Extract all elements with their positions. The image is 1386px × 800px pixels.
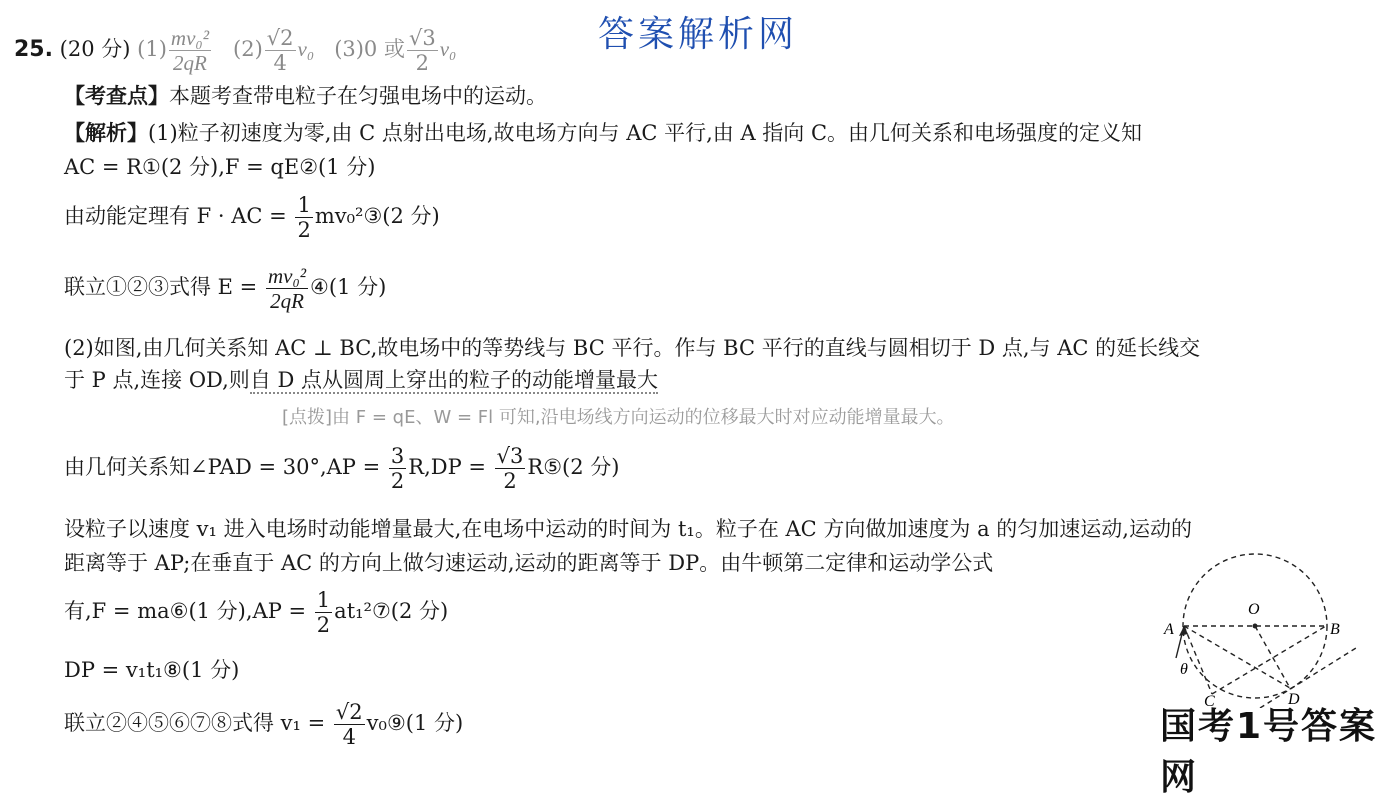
answer-3-fraction (407, 26, 438, 75)
line-4-num: mv₀² (267, 264, 307, 288)
line-12-pre: 联立②④⑤⑥⑦⑧式得 v₁ = (64, 711, 332, 735)
line-7-num-2: √3 (496, 444, 524, 468)
line-11: DP = v₁t₁⑧(1 分) (64, 658, 240, 682)
line-7-mid: R,DP = (408, 455, 493, 479)
answer-3-label: (3)0 或 (334, 37, 405, 61)
line-4-den: 2qR (270, 289, 304, 313)
question-number: 25. (14, 37, 53, 62)
line-12 (64, 700, 463, 749)
line-10-num: 1 (316, 588, 331, 612)
line-2: AC = R①(2 分),F = qE②(1 分) (64, 155, 376, 179)
answer-3-denominator: 2 (415, 51, 430, 75)
line-10-den: 2 (316, 613, 331, 637)
answer-2-numerator: √2 (266, 26, 294, 50)
answer-2-denominator: 4 (273, 51, 287, 75)
line-4 (64, 264, 386, 313)
diagram-line-od (1255, 626, 1290, 688)
line-6 (64, 366, 658, 394)
line-12-post: v₀⑨(1 分) (366, 711, 464, 735)
line-12-den: 4 (342, 725, 356, 749)
answer-1-fraction (169, 26, 211, 75)
line-9: 距离等于 AP;在垂直于 AC 的方向上做匀速运动,运动的距离等于 DP。由牛顿第二定律和运动学公式 (64, 551, 994, 575)
line-3-den: 2 (297, 218, 311, 242)
diagram-label-a: A (1164, 621, 1174, 638)
line-5: (2)如图,由几何关系知 AC ⊥ BC,故电场中的等势线与 BC 平行。作与 BC 平行的直线与圆相切于 D 点,与 AC 的延长线交 (64, 336, 1201, 360)
answer-1-denominator: 2qR (173, 51, 207, 75)
line-10-fraction (315, 588, 332, 637)
answer-1-numerator: mv₀² (170, 26, 209, 50)
watermark-top: 答案解析网 (598, 14, 799, 55)
diagram-label-o: O (1248, 601, 1260, 618)
diagram-center-dot (1253, 624, 1258, 629)
answer-2-fraction (265, 26, 296, 75)
line-4-pre: 联立①②③式得 E = (64, 275, 264, 299)
answer-1-label: (1) (137, 37, 167, 61)
line-7-num-1: 3 (390, 444, 405, 468)
line-3-pre: 由动能定理有 F · AC = (64, 204, 294, 228)
answer-2-tail: v₀ (297, 37, 315, 61)
answer-3-tail: v₀ (439, 37, 457, 61)
geometry-diagram (1160, 548, 1360, 708)
line-3 (64, 193, 440, 242)
answer-2-label: (2) (233, 37, 263, 61)
line-12-fraction (334, 700, 365, 749)
line-jiexi (64, 119, 1142, 147)
kaochadian-tag: 【考查点】 (64, 83, 169, 108)
diagram-label-theta: θ (1180, 661, 1188, 678)
diagram-label-c: C (1204, 693, 1215, 708)
line-7-pre: 由几何关系知∠PAD = 30°,AP = (64, 455, 387, 479)
diagram-line-ac (1184, 626, 1212, 694)
line-10-post: at₁²⑦(2 分) (334, 599, 449, 623)
line-3-num: 1 (297, 193, 311, 217)
jiexi-tag: 【解析】 (64, 120, 148, 145)
hint-note: [点拨]由 F = qE、W = Fl 可知,沿电场线方向运动的位移最大时对应动能增量最大。 (282, 407, 955, 428)
question-header (14, 26, 456, 75)
line-3-post: mv₀²③(2 分) (314, 204, 440, 228)
diagram-line-cb (1212, 626, 1326, 694)
line-4-fraction (266, 264, 308, 313)
answer-3-numerator: √3 (408, 26, 436, 50)
line-3-fraction (295, 193, 312, 242)
line-10-pre: 有,F = ma⑥(1 分),AP = (64, 599, 313, 623)
line-kaochadian (64, 82, 547, 110)
jiexi-text: (1)粒子初速度为零,由 C 点射出电场,故电场方向与 AC 平行,由 A 指向 C。由几何关系和电场强度的定义知 (148, 121, 1143, 145)
diagram-label-b: B (1330, 621, 1340, 638)
line-7-fraction-2 (495, 444, 526, 493)
diagram-label-d: D (1288, 691, 1300, 708)
line-7-fraction-1 (389, 444, 406, 493)
line-6-underlined: 自 D 点从圆周上穿出的粒子的动能增量最大 (249, 368, 658, 392)
line-7-den-1: 2 (390, 469, 405, 493)
watermark-bottom: 国考1号答案网 (1160, 706, 1378, 798)
line-6-pre: 于 P 点,连接 OD,则 (64, 368, 250, 392)
line-12-num: √2 (335, 700, 363, 724)
line-10 (64, 588, 448, 637)
line-7-den-2: 2 (503, 469, 517, 493)
line-7-post: R⑤(2 分) (527, 455, 620, 479)
line-7 (64, 444, 619, 493)
line-8: 设粒子以速度 v₁ 进入电场时动能增量最大,在电场中运动的时间为 t₁。粒子在 AC 方向做加速度为 a 的匀加速运动,运动的 (64, 517, 1192, 541)
question-score: (20 分) (59, 37, 131, 61)
kaochadian-text: 本题考查带电粒子在匀强电场中的运动。 (169, 84, 547, 108)
line-4-post: ④(1 分) (310, 275, 387, 299)
